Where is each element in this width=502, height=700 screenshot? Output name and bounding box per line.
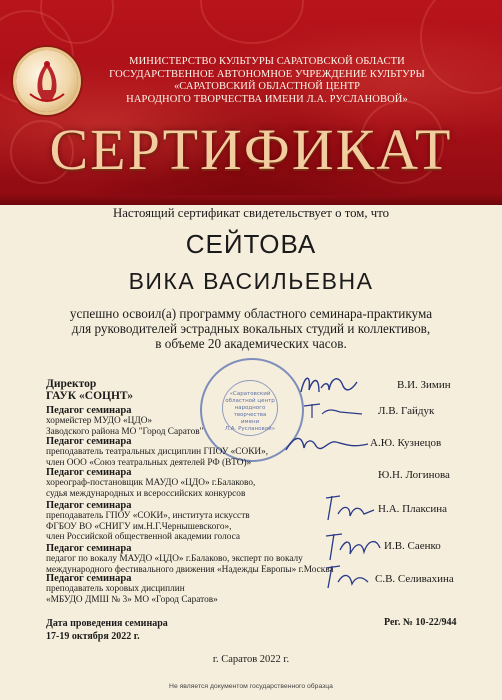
city-year: г. Саратов 2022 г. — [212, 654, 290, 665]
signatory-name: А.Ю. Кузнецов — [370, 437, 442, 449]
signatory-role: Педагог семинара — [46, 500, 132, 511]
signatory-name: Н.А. Плаксина — [378, 503, 448, 515]
org-line: «САРАТОВСКИЙ ОБЛАСТНОЙ ЦЕНТР — [173, 81, 361, 92]
signatory-name: Ю.Н. Логинова — [378, 469, 450, 481]
ornamental-header — [0, 0, 502, 205]
signatory-director — [46, 378, 133, 402]
signatory-desc: судья международных и всероссийских конкурсов — [46, 488, 246, 499]
recipient-surname: СЕЙТОВА — [185, 229, 317, 259]
signature-gaiduk — [300, 398, 370, 424]
org-line: НАРОДНОГО ТВОРЧЕСТВА ИМЕНИ Л.А. РУСЛАНОВОЙ» — [126, 93, 408, 105]
signatory-teacher — [46, 500, 250, 543]
stamp-line: народного творчества — [233, 405, 267, 418]
recipient-given-names: ВИКА ВАСИЛЬЕВНА — [128, 268, 374, 294]
signatory-teacher — [46, 467, 255, 499]
signatory-desc: ФГБОУ ВО «СНИГУ им.Н.Г.Чернышевского», — [46, 521, 232, 532]
program-line: успешно освоил(а) программу областного семинара-практикума — [69, 306, 433, 321]
program-line: для руководителей эстрадных вокальных студий и коллективов, — [71, 321, 431, 336]
date-label: Дата проведения семинара — [46, 618, 168, 629]
stamp-line: областной центр — [225, 398, 275, 404]
organization-name — [92, 56, 442, 106]
signatory-name: С.В. Селивахина — [375, 573, 454, 585]
signatory-name: В.И. Зимин — [397, 379, 451, 391]
signatory-desc: член Российской общественной академии голоса — [46, 532, 240, 543]
signatory-teacher — [46, 573, 218, 605]
intro-text: Настоящий сертификат свидетельствует о том, что — [112, 206, 390, 220]
stamp-text — [222, 380, 278, 436]
signatory-role: Директор — [46, 378, 97, 390]
signatory-desc: педагог по вокалу МАУДО «ЦДО» г.Балаково, эксперт по вокалу — [46, 554, 303, 564]
program-description — [0, 306, 502, 351]
signatory-desc: преподаватель хоровых дисциплин — [46, 584, 185, 594]
signatory-desc: «МБУДО ДМШ № 3» МО «Город Саратов» — [46, 594, 218, 605]
logo-emblem-icon — [16, 50, 78, 112]
signatory-desc: член ООО «Союз театральных деятелей РФ (ВТО)» — [46, 457, 252, 468]
signatory-role: Педагог семинара — [46, 573, 132, 584]
org-line: МИНИСТЕРСТВО КУЛЬТУРЫ САРАТОВСКОЙ ОБЛАСТИ — [129, 56, 405, 67]
signatory-desc: хормейстер МУДО «ЦДО» — [46, 416, 153, 426]
signatory-desc: преподаватель ГПОУ «СОКИ», института искусств — [46, 511, 250, 521]
org-line: ГОСУДАРСТВЕННОЕ АВТОНОМНОЕ УЧРЕЖДЕНИЕ КУЛЬТУРЫ — [109, 68, 425, 80]
disclaimer: Не является документом государственного образца — [169, 683, 333, 690]
stamp-line: Л.А. Руслановой» — [224, 426, 276, 432]
ornament — [200, 0, 304, 44]
signatory-name: Л.В. Гайдук — [378, 405, 435, 417]
signatory-desc: хореограф-постановщик МАУДО «ЦДО» г.Балаково, — [46, 478, 256, 488]
stamp-line: «Саратовский — [229, 391, 271, 397]
signatory-teacher — [46, 543, 334, 575]
seminar-date — [46, 617, 168, 643]
program-line: в объеме 20 академических часов. — [155, 336, 347, 351]
registration-number: Рег. № 10-22/944 — [384, 617, 457, 628]
signatory-role: Педагог семинара — [46, 543, 132, 554]
signatory-desc: преподаватель театральных дисциплин ГПОУ «СОКИ», — [46, 447, 269, 457]
certificate-title: СЕРТИФИКАТ — [49, 117, 453, 182]
signature-saenko — [318, 530, 388, 566]
date-value: 17-19 октября 2022 г. — [46, 631, 140, 642]
signatory-role: ГАУК «СОЦНТ» — [46, 390, 134, 402]
signatory-role: Педагог семинара — [46, 467, 132, 478]
stamp-line: имени — [240, 419, 260, 425]
signatory-teacher — [46, 436, 268, 468]
signature-kuznetsov — [282, 430, 372, 460]
organization-logo — [16, 50, 78, 112]
signatory-desc: международного фестивального движения «Надежды Европы» г.Москва — [46, 564, 334, 575]
signatory-role: Педагог семинара — [46, 436, 132, 447]
signature-selivakhina — [318, 562, 378, 592]
signatory-role: Педагог семинара — [46, 405, 132, 416]
signatory-desc: Заводского района МО "Город Саратов" — [46, 426, 204, 437]
signatory-name: И.В. Саенко — [384, 540, 441, 552]
signatory-teacher — [46, 405, 203, 437]
signature-plaksina — [318, 492, 378, 526]
